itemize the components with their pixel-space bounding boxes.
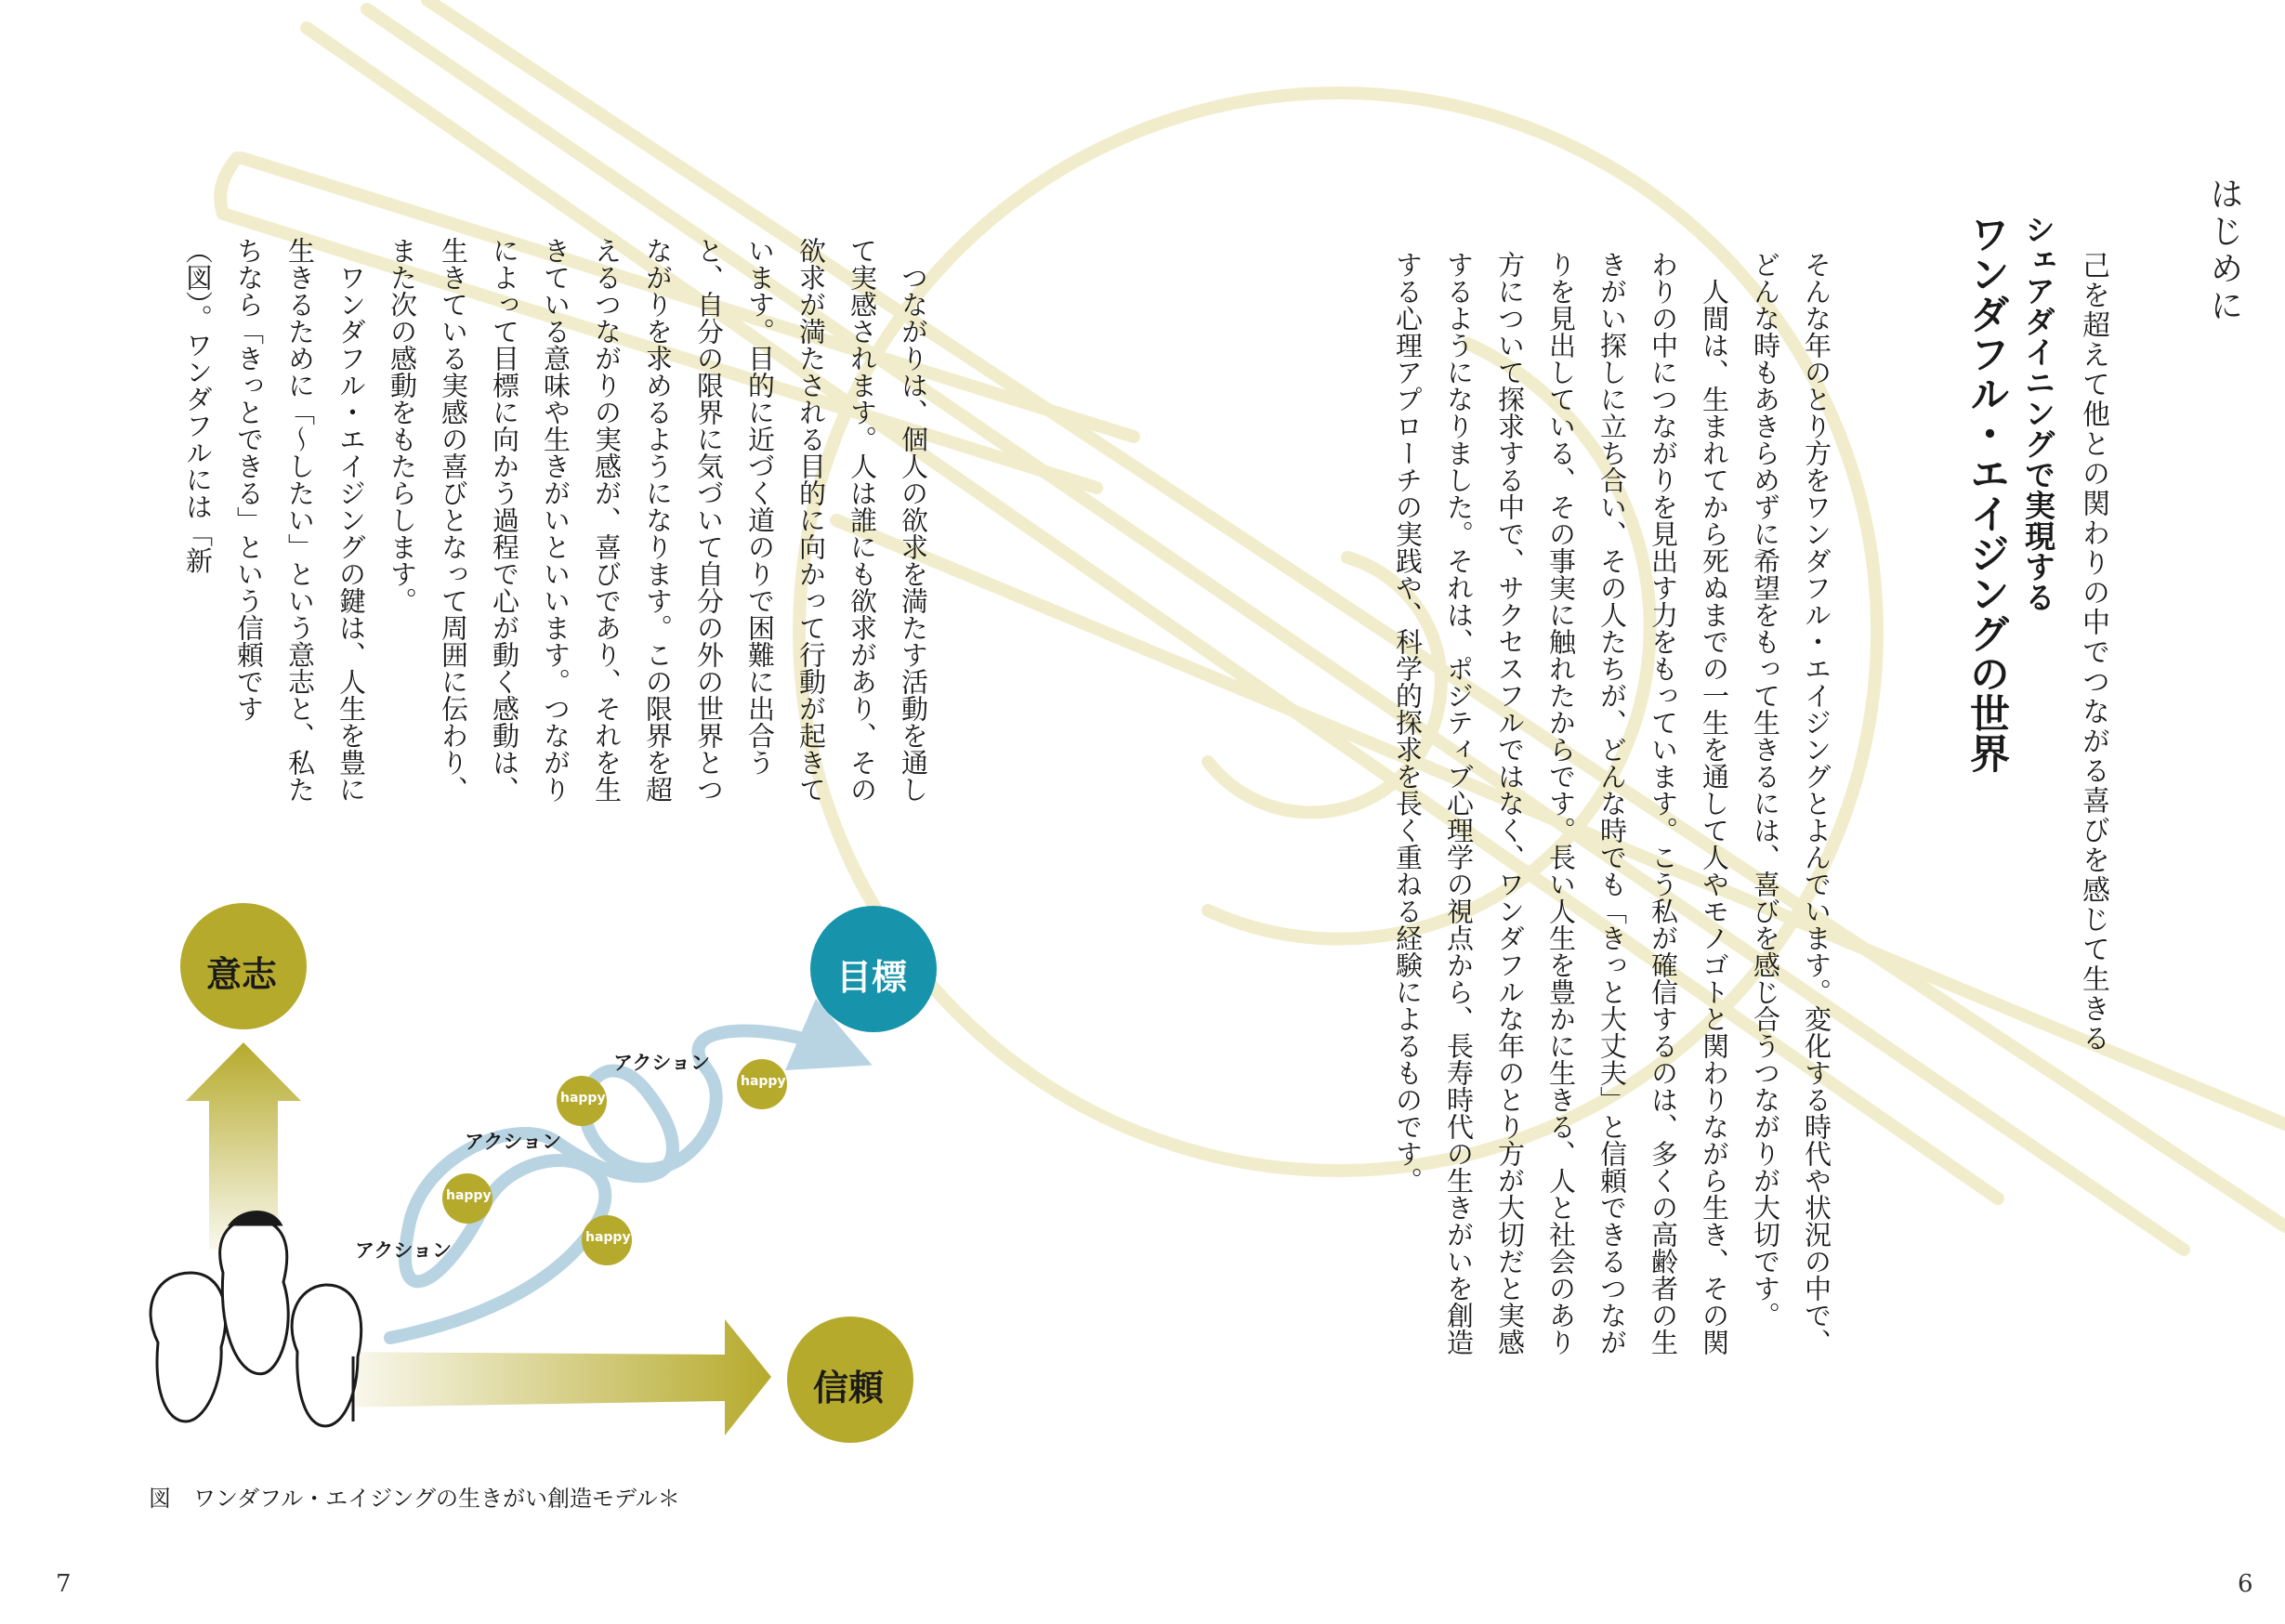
character-middle [220,1219,289,1374]
figure-caption: 図 ワンダフル・エイジングの生きがい創造モデル＊ [149,1486,680,1512]
page-number-left: 7 [56,1570,72,1598]
character-left [151,1273,226,1421]
goal-label: 目標 [836,957,908,998]
right-body-text: そんな年のとり方をワンダフル・エイジングとよんでいます。変化する時代や状況の中で、どんな時もあきらめずに希望をもって生きるには、喜びを感じ合うつながりが大切です。 人間は、生まれてから死ぬまでの一生を通して人やモノゴトと関わりながら生き、その関わりの中につながりを見出す力をもっています。こう私が確信するのは、多くの高齢者の生きがい探しに立ち合い、その人たちが、どんな時でも「きっと大丈夫」と信頼できるつながりを見出している、その事実に触れたからです。長い人生を豊かに生きる、人と社会のあり方について探求する中で、サクセスフルではなく、ワンダフルな年のとり方が大切だと実感するようになりました。それは、ポジティブ心理学の視点から、長寿時代の生きがいを創造する心理アプローチの実践や、科学的探求を長く重ねる経験によるものです。 [1392,251,1832,1356]
happy-label-3: happy [585,1230,631,1245]
will-label: 意志 [206,954,278,995]
page-subtitle: 己を超えて他との関わりの中でつながる喜びを感じて生きる [2077,251,2109,1054]
action-label-2: アクション [465,1131,561,1153]
trust-label: 信頼 [813,1368,885,1408]
happy-label-4: happy [741,1074,786,1089]
section-label: はじめに [2205,177,2243,325]
characters-illustration [151,1212,361,1427]
page-title-line1: シェアダイニングで実現する [2020,214,2056,612]
left-body-text: つながりは、個人の欲求を満たす活動を通して実感されます。人は誰にも欲求があり、その欲求が満たされる目的に向かって行動が起きています。目的に近づく道のりで困難に出合うと、自分の限界に気づいて自分の外の世界とつながりを求めるようになります。この限界を超えるつながりの実感が、喜びであり、それを生きている意味や生きがいといいます。つながりによって目標に向かう過程で心が動く感動は、生きている実感の喜びとなって周囲に伝わり、また次の感動をもたらします。 ワンダフル・エイジングの鍵は、人生を豊に生きるために「〜したい」という意志と、私たちなら「きっとできる」という信頼です（図）。ワンダフルには「新 [182,237,929,803]
page-number-right: 6 [2238,1570,2253,1598]
action-label-3: アクション [613,1052,710,1074]
page-title-line2: ワンダフル・エイジングの世界 [1963,214,2010,773]
action-label-1: アクション [355,1239,452,1262]
happy-label-1: happy [446,1188,492,1203]
deco-band-end [220,158,237,214]
happy-label-2: happy [560,1091,606,1106]
